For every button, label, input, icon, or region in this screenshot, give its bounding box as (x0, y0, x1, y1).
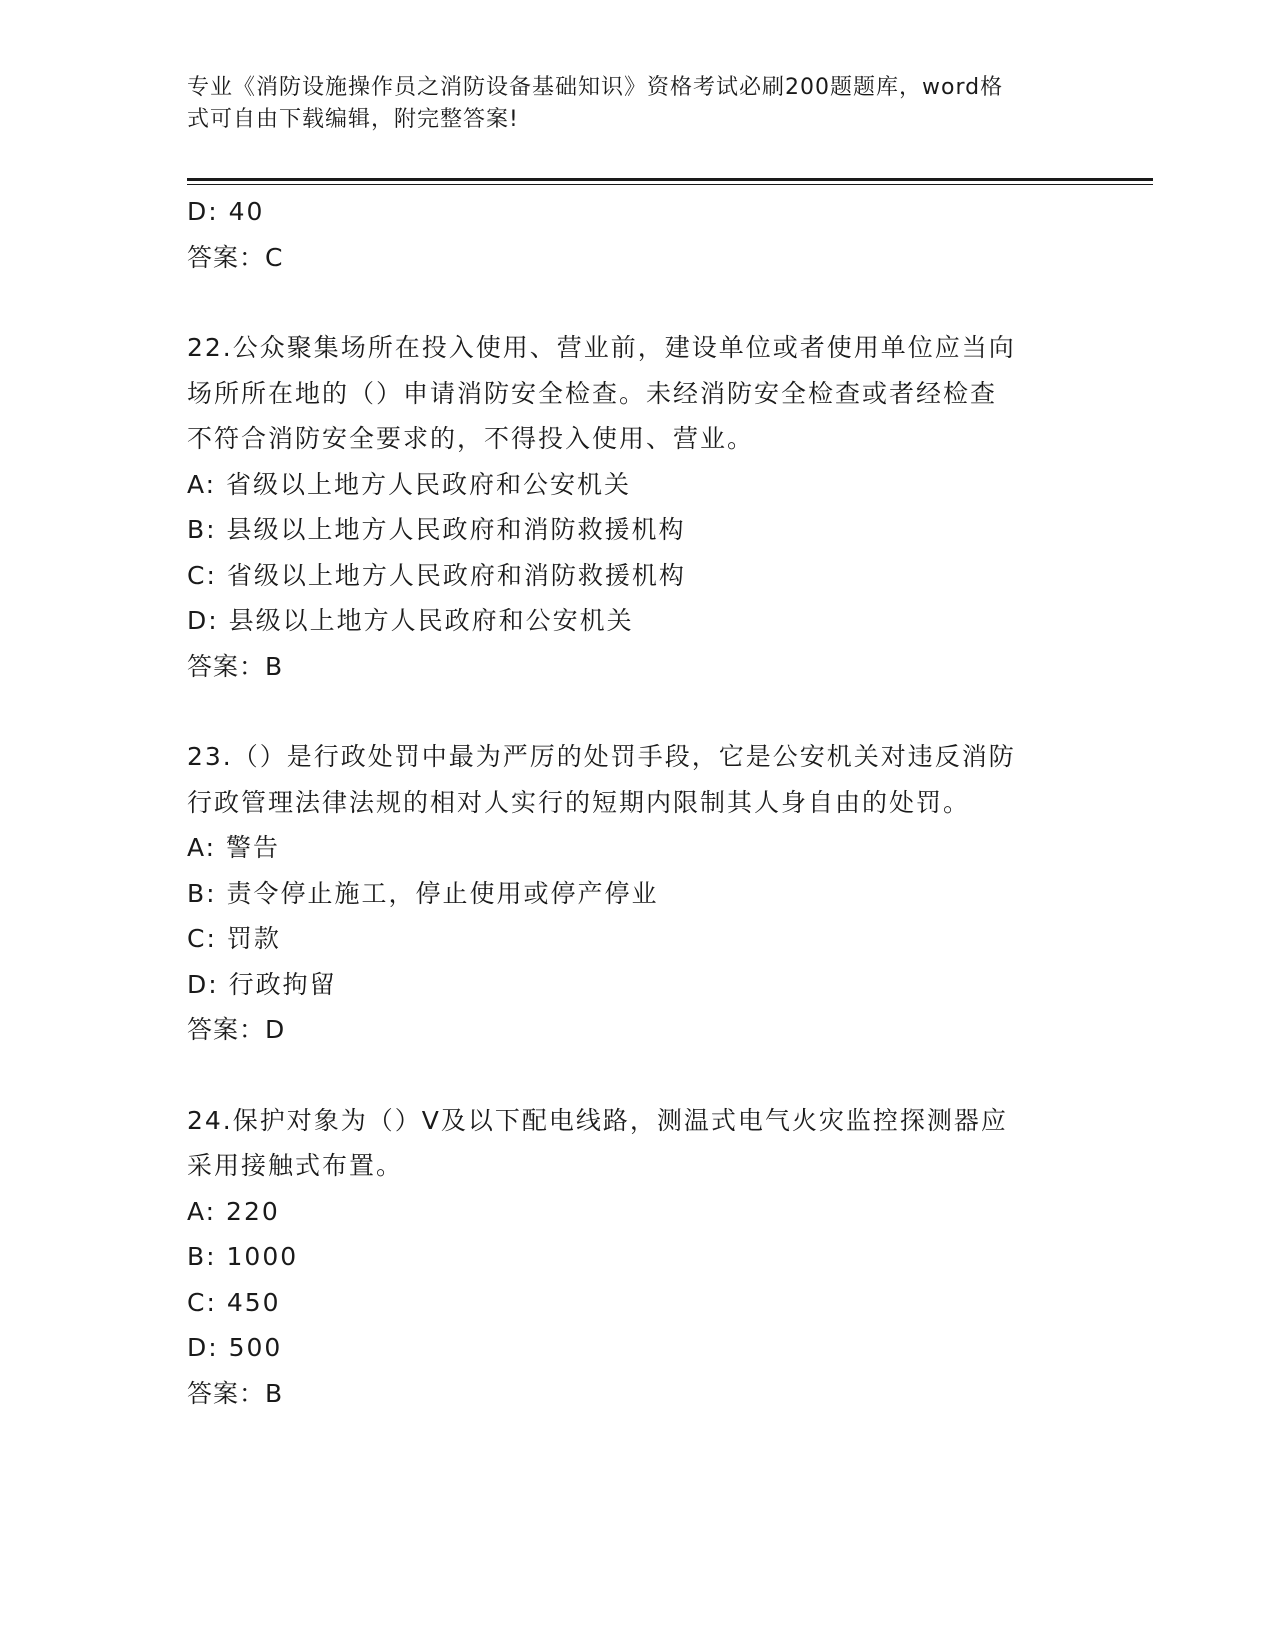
header-divider-thick (187, 178, 1153, 181)
option-a: A: 省级以上地方人民政府和公安机关 (187, 469, 632, 499)
option-c: C: 罚款 (187, 924, 281, 953)
answer-line: 答案：B (187, 1378, 284, 1408)
header-line-1: 专业《消防设施操作员之消防设备基础知识》资格考试必刷200题题库，word格 (187, 75, 1004, 100)
option-a: A: 警告 (187, 833, 281, 862)
option-b: B: 责令停止施工，停止使用或停产停业 (187, 878, 659, 908)
option-c: C: 450 (187, 1287, 281, 1317)
question-text-line: 采用接触式布置。 (187, 1151, 404, 1180)
option-d: D: 40 (187, 197, 265, 226)
answer-line: 答案：B (187, 651, 284, 681)
option-c: C: 省级以上地方人民政府和消防救援机构 (187, 560, 686, 590)
header-line-2: 式可自由下载编辑，附完整答案! (187, 107, 519, 132)
question-text-line: 24.保护对象为（）V及以下配电线路，测温式电气火灾监控探测器应 (187, 1105, 1008, 1135)
spacer (187, 689, 1087, 734)
option-b: B: 1000 (187, 1242, 299, 1271)
question-text-line: 场所所在地的（）申请消防安全检查。未经消防安全检查或者经检查 (187, 378, 998, 408)
option-b: B: 县级以上地方人民政府和消防救援机构 (187, 515, 686, 544)
option-a: A: 220 (187, 1196, 280, 1226)
header-divider-thin (187, 184, 1153, 185)
document-header (187, 72, 1067, 136)
question-text-line: 行政管理法律法规的相对人实行的短期内限制其人身自由的处罚。 (187, 787, 971, 817)
question-text-line: 22.公众聚集场所在投入使用、营业前，建设单位或者使用单位应当向 (187, 333, 1016, 362)
option-d: D: 县级以上地方人民政府和公安机关 (187, 606, 634, 635)
question-22 (187, 325, 1087, 689)
question-23 (187, 734, 1087, 1053)
spacer (187, 280, 1087, 325)
question-text-line: 23.（）是行政处罚中最为严厉的处罚手段，它是公安机关对违反消防 (187, 742, 1016, 771)
question-24 (187, 1098, 1087, 1417)
question-text-line: 不符合消防安全要求的，不得投入使用、营业。 (187, 424, 755, 453)
answer-line: 答案：C (187, 242, 284, 272)
option-d: D: 500 (187, 1333, 283, 1362)
answer-line: 答案：D (187, 1015, 286, 1044)
document-body (187, 189, 1087, 1416)
spacer (187, 1053, 1087, 1098)
option-d: D: 行政拘留 (187, 969, 337, 999)
previous-question-tail (187, 189, 1087, 280)
